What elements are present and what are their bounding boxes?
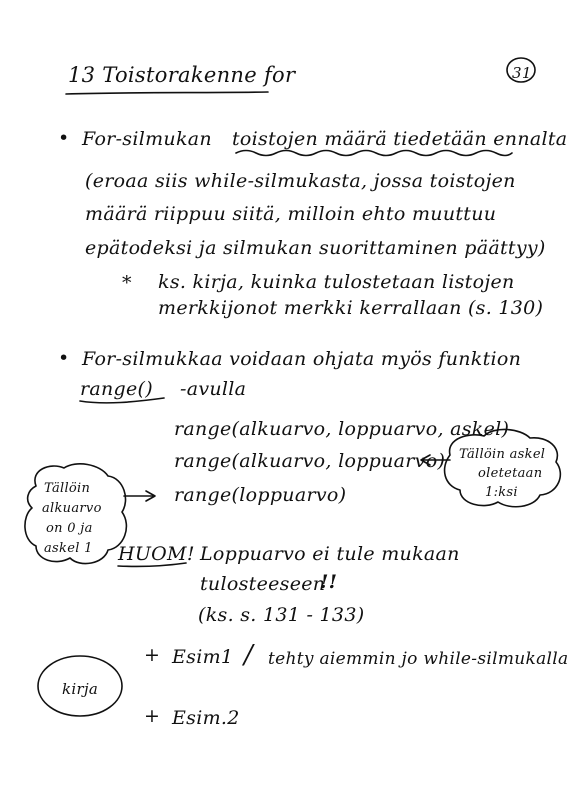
bullet1-wavy-underline — [236, 151, 512, 156]
bullet1-line2: (eroaa siis while-silmukasta, jossa toistojen — [85, 170, 516, 192]
huom-line2: tulosteeseen — [200, 573, 326, 595]
bullet1-line3: määrä riippuu siitä, milloin ehto muuttuu — [85, 203, 497, 225]
bubble-right-line2: oletetaan — [478, 466, 543, 481]
example1-slash: / — [244, 640, 254, 670]
huom-label: HUOM! — [118, 543, 195, 565]
bullet1-line4: epätodeksi ja silmukan suorittaminen päättyy) — [85, 237, 546, 259]
bubble-left-line3: on 0 ja — [46, 521, 93, 536]
kirja-label: kirja — [62, 680, 99, 698]
example2-plus: + — [144, 705, 161, 727]
note-line2: merkkijonot merkki kerrallaan (s. 130) — [158, 297, 544, 319]
bullet2-line2-rest: -avulla — [180, 378, 247, 400]
example1-note: tehty aiemmin jo while-silmukalla — [268, 649, 569, 669]
range-form-2: range(alkuarvo, loppuarvo) — [174, 450, 446, 472]
range-form-1: range(alkuarvo, loppuarvo, askel) — [174, 418, 510, 440]
note-line1: ks. kirja, kuinka tulostetaan listojen — [158, 271, 515, 293]
huom-ref: (ks. s. 131 - 133) — [198, 604, 365, 626]
bubble-right-line1: Tällöin askel — [459, 447, 546, 462]
bubble-right-line3: 1:ksi — [485, 485, 518, 500]
bullet1-head-underlined: toistojen määrä tiedetään ennalta — [232, 128, 568, 150]
bubble-left-line4: askel 1 — [44, 541, 93, 556]
example1-plus: + — [144, 644, 161, 666]
bullet-dot: • — [58, 127, 70, 149]
huom-line1: Loppuarvo ei tule mukaan — [200, 543, 460, 565]
range-word: range() — [80, 378, 153, 400]
note-star: * — [122, 272, 132, 294]
bullet-dot: • — [58, 347, 70, 369]
range-form-3: range(loppuarvo) — [174, 484, 347, 506]
title-underline — [66, 92, 268, 94]
example2-label: Esim.2 — [172, 707, 240, 729]
bullet1-head-plain: For-silmukan — [82, 128, 212, 150]
bullet2-line1: For-silmukkaa voidaan ohjata myös funktion — [82, 348, 522, 370]
bubble-left-line1: Tällöin — [44, 481, 91, 496]
page-title: 13 Toistorakenne for — [68, 63, 296, 87]
huom-marks: !! — [320, 571, 338, 593]
page-number: 31 — [512, 64, 532, 82]
example1-label: Esim1 — [172, 646, 234, 668]
bubble-left-line2: alkuarvo — [42, 501, 102, 516]
